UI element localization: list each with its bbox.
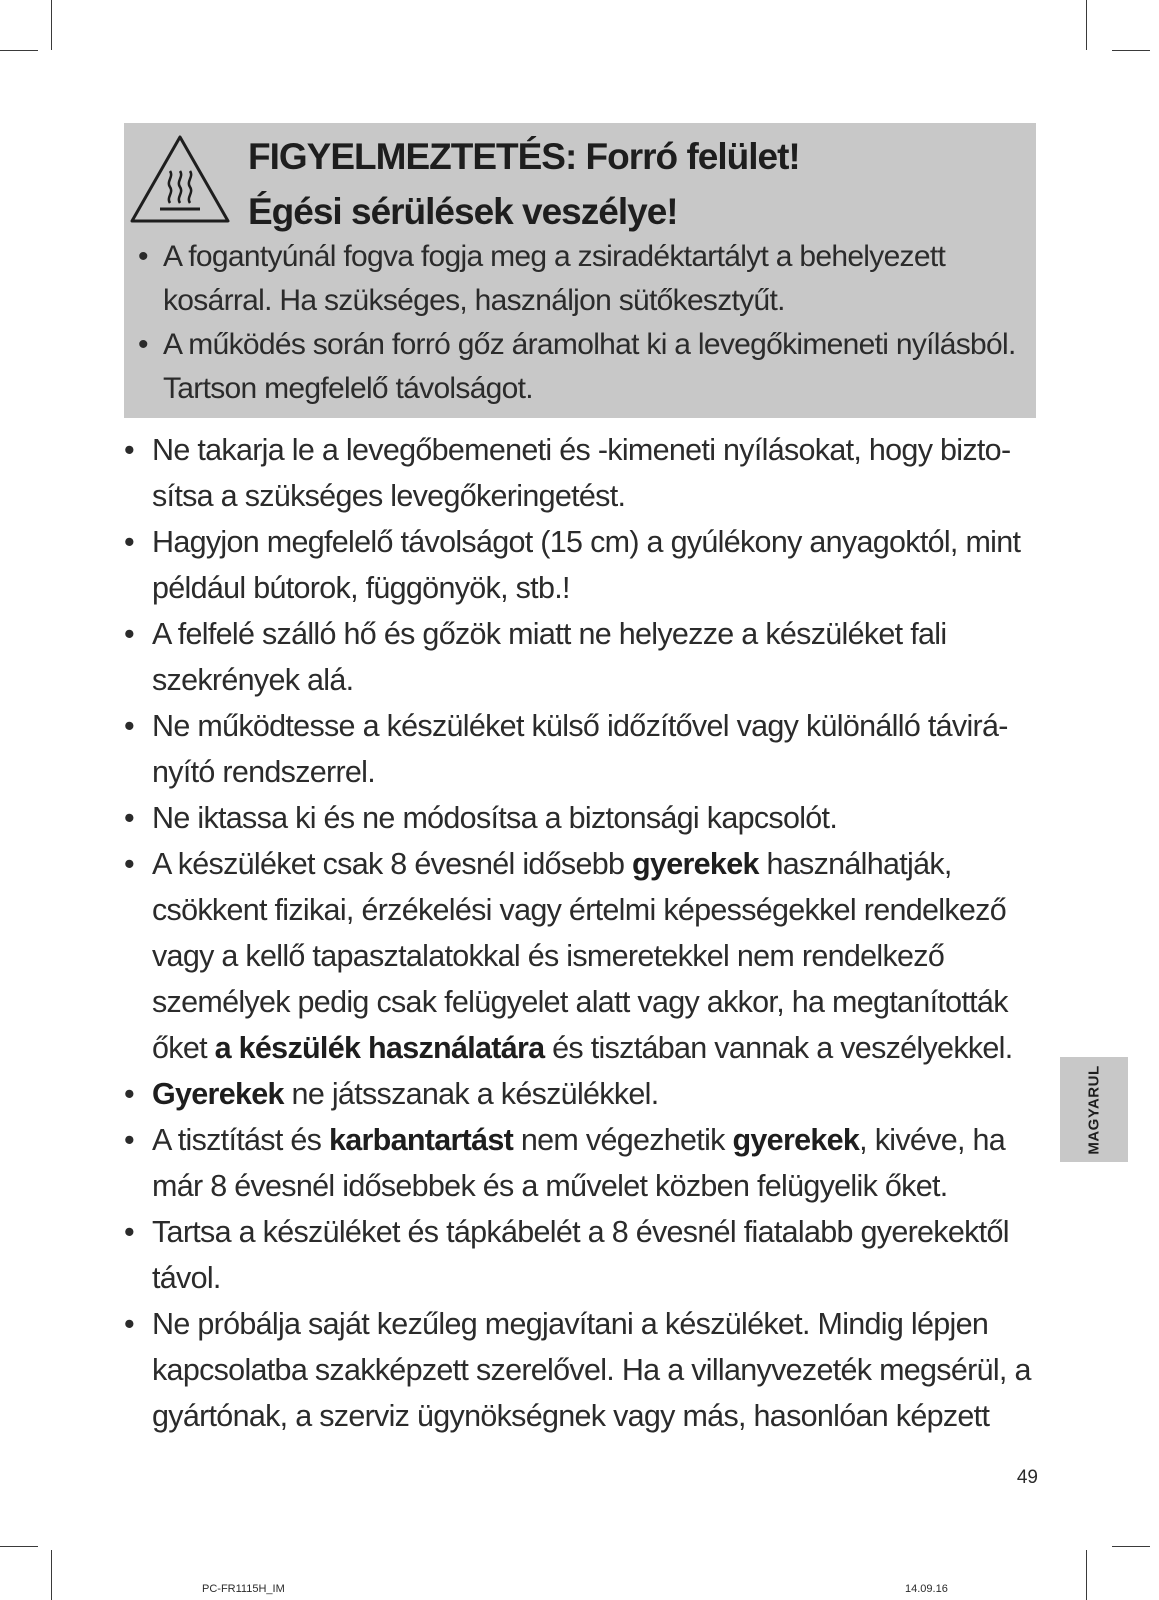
- list-item: [124, 1209, 1044, 1301]
- item-text: használhatják, csökkent fizikai, érzékelési vagy értelmi képességekkel rendelkező vagy a kellő tapasztalatokkal és ismeretekkel nem rendelkező személyek pedig csak felügyelet alatt vagy akkor, ha megtanították őket: [152, 847, 1008, 1065]
- list-item: [124, 703, 1044, 795]
- crop-mark-top-left-h: [0, 50, 38, 51]
- emphasized-text: Gyerekek: [152, 1077, 284, 1111]
- footer-document-code: PC-FR1115H_IM: [202, 1583, 285, 1595]
- emphasized-text: karbantartást: [328, 1123, 514, 1157]
- emphasized-text: gyerekek: [732, 1123, 860, 1157]
- warning-box: [124, 123, 1036, 418]
- item-text: A felfelé szálló hő és gőzök miatt ne helyezze a készüléket fali szekrények alá.: [152, 617, 947, 697]
- warning-title: [248, 129, 800, 239]
- crop-mark-top-left: [51, 0, 52, 50]
- item-text: Ne takarja le a levegőbemeneti és -kimeneti nyílásokat, hogy biztosítsa a szükséges levegőkeringetést.: [152, 433, 1012, 513]
- warning-item: • A működés során forró gőz áramolhat ki a levegőkimeneti nyílásból. Tartson megfelelő távolságot.: [132, 323, 1027, 411]
- warning-item: • A fogantyúnál fogva fogja meg a zsiradéktartályt a behelyezett kosárral. Ha szükséges, használjon sütőkesztyűt.: [132, 235, 1027, 323]
- list-item: [124, 841, 1044, 1071]
- language-tab-label: MAGYARUL: [1085, 1064, 1103, 1155]
- item-text: , kivéve, ha már 8 évesnél idősebbek és a művelet közben felügyelik őket.: [152, 1123, 1006, 1203]
- page-number: 49: [1016, 1467, 1038, 1488]
- item-text: Ne működtesse a készüléket külső időzítővel vagy különálló távirányító rendszerrel.: [152, 709, 1009, 789]
- list-item: [124, 611, 1044, 703]
- item-text: Tartsa a készüléket és tápkábelét a 8 évesnél fiatalabb gyerekektől távol.: [152, 1215, 1009, 1295]
- crop-mark-top-right: [1086, 0, 1087, 50]
- emphasized-text: a készülék használatára: [214, 1031, 545, 1065]
- crop-mark-bottom-left: [51, 1550, 52, 1600]
- item-text: Hagyjon megfelelő távolságot (15 cm) a gyúlékony anyagoktól, mint például bútorok, függönyök, stb.!: [152, 525, 1021, 605]
- crop-mark-bottom-right-h: [1112, 1546, 1150, 1547]
- warning-title-line-2: Égési sérülések veszélye!: [248, 191, 678, 232]
- language-tab: [1060, 1057, 1128, 1162]
- crop-mark-bottom-left-h: [0, 1546, 38, 1547]
- list-item: [124, 519, 1044, 611]
- crop-mark-bottom-right: [1086, 1550, 1087, 1600]
- item-text: és tisztában vannak a veszélyekkel.: [544, 1031, 1013, 1065]
- item-text: A tisztítást és: [152, 1123, 329, 1157]
- list-item: [124, 1117, 1044, 1209]
- list-item: [124, 1071, 1044, 1117]
- warning-title-line-1: FIGYELMEZTETÉS: Forró felület!: [248, 136, 800, 177]
- item-text: nem végezhetik: [513, 1123, 733, 1157]
- warning-list: [132, 235, 1027, 411]
- list-item: [124, 1301, 1044, 1439]
- item-text: ne játsszanak a készülékkel.: [283, 1077, 659, 1111]
- item-text: Ne próbálja saját kezűleg megjavítani a készüléket. Mindig lépjen kapcsolatba szakképzett szerelővel. Ha a villanyvezeték megsérül, a gyártónak, a szerviz ügynökségnek vagy más, hasonlóan képzett: [152, 1307, 1031, 1433]
- safety-instructions-list: [124, 427, 1044, 1439]
- item-text: A készüléket csak 8 évesnél idősebb: [152, 847, 633, 881]
- hot-surface-warning-icon: [128, 131, 232, 227]
- list-item: [124, 427, 1044, 519]
- item-text: Ne iktassa ki és ne módosítsa a biztonsági kapcsolót.: [152, 801, 838, 835]
- emphasized-text: gyerekek: [632, 847, 759, 881]
- list-item: [124, 795, 1044, 841]
- footer-date: 14.09.16: [905, 1583, 948, 1595]
- crop-mark-top-right-h: [1112, 50, 1150, 51]
